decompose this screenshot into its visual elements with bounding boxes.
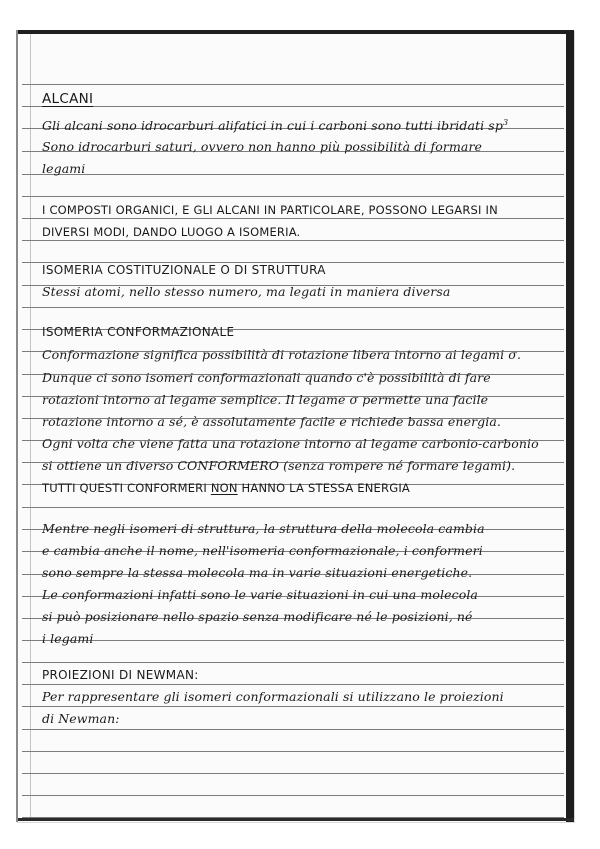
ruled-line bbox=[22, 751, 564, 752]
note-line: i legami bbox=[42, 631, 94, 646]
note-line: legami bbox=[42, 161, 86, 176]
note-line: DIVERSI MODI, DANDO LUOGO A ISOMERIA. bbox=[42, 225, 301, 239]
section-heading-constitutional: ISOMERIA COSTITUZIONALE O DI STRUTTURA bbox=[42, 263, 326, 277]
note-line: Dunque ci sono isomeri conformazionali quando c'è possibilità di fare bbox=[42, 370, 491, 385]
note-text: TUTTI QUESTI CONFORMERI bbox=[42, 481, 207, 495]
note-line: rotazioni intorno al legame semplice. Il legame σ permette una facile bbox=[42, 392, 489, 407]
note-line: e cambia anche il nome, nell'isomeria conformazionale, i conformeri bbox=[42, 543, 483, 558]
section-heading-newman: PROIEZIONI DI NEWMAN: bbox=[42, 668, 199, 682]
superscript: 3 bbox=[502, 118, 509, 127]
scan-border-left bbox=[16, 30, 18, 822]
note-text: HANNO LA STESSA ENERGIA bbox=[241, 481, 410, 495]
ruled-line bbox=[22, 307, 564, 308]
note-line: Le conformazioni infatti sono le varie situazioni in cui una molecola bbox=[42, 587, 478, 602]
scan-border-bottom bbox=[18, 818, 574, 821]
note-line: si ottiene un diverso CONFORMERO (senza rompere né formare legami). bbox=[42, 458, 516, 473]
note-line: I COMPOSTI ORGANICI, E GLI ALCANI IN PARTICOLARE, POSSONO LEGARSI IN bbox=[42, 203, 498, 217]
ruled-line bbox=[22, 817, 564, 818]
ruled-line bbox=[22, 662, 564, 663]
note-line: Mentre negli isomeri di struttura, la struttura della molecola cambia bbox=[42, 521, 485, 536]
ruled-line bbox=[22, 84, 564, 85]
note-line: rotazione intorno a sé, è assolutamente facile e richiede bassa energia. bbox=[42, 414, 501, 429]
note-line: di Newman: bbox=[42, 711, 120, 726]
underlined-word: NON bbox=[210, 481, 238, 495]
note-title: ALCANI bbox=[42, 91, 94, 107]
note-line: Per rappresentare gli isomeri conformazionali si utilizzano le proiezioni bbox=[42, 689, 504, 704]
note-line: sono sempre la stessa molecola ma in varie situazioni energetiche. bbox=[42, 565, 473, 580]
ruled-line bbox=[22, 729, 564, 730]
note-line: Sono idrocarburi saturi, ovvero non hanno più possibilità di formare bbox=[42, 139, 483, 154]
note-line: Conformazione significa possibilità di rotazione libera intorno ai legami σ. bbox=[42, 347, 522, 362]
ruled-line bbox=[22, 507, 564, 508]
ruled-line bbox=[22, 196, 564, 197]
ruled-line bbox=[22, 795, 564, 796]
ruled-line bbox=[22, 106, 564, 107]
section-heading-conformational: ISOMERIA CONFORMAZIONALE bbox=[42, 325, 235, 339]
scan-border-right bbox=[566, 30, 574, 822]
ruled-line bbox=[22, 773, 564, 774]
note-line: si può posizionare nello spazio senza modificare né le posizioni, né bbox=[42, 609, 473, 624]
note-line: Ogni volta che viene fatta una rotazione intorno al legame carbonio-carbonio bbox=[42, 436, 539, 451]
scan-border-top bbox=[18, 30, 574, 34]
note-line: Stessi atomi, nello stesso numero, ma legati in maniera diversa bbox=[42, 284, 451, 299]
note-line bbox=[42, 113, 562, 133]
note-text: Gli alcani sono idrocarburi alifatici in cui i carboni sono tutti ibridati sp bbox=[42, 118, 503, 133]
note-line-energy bbox=[42, 478, 562, 498]
